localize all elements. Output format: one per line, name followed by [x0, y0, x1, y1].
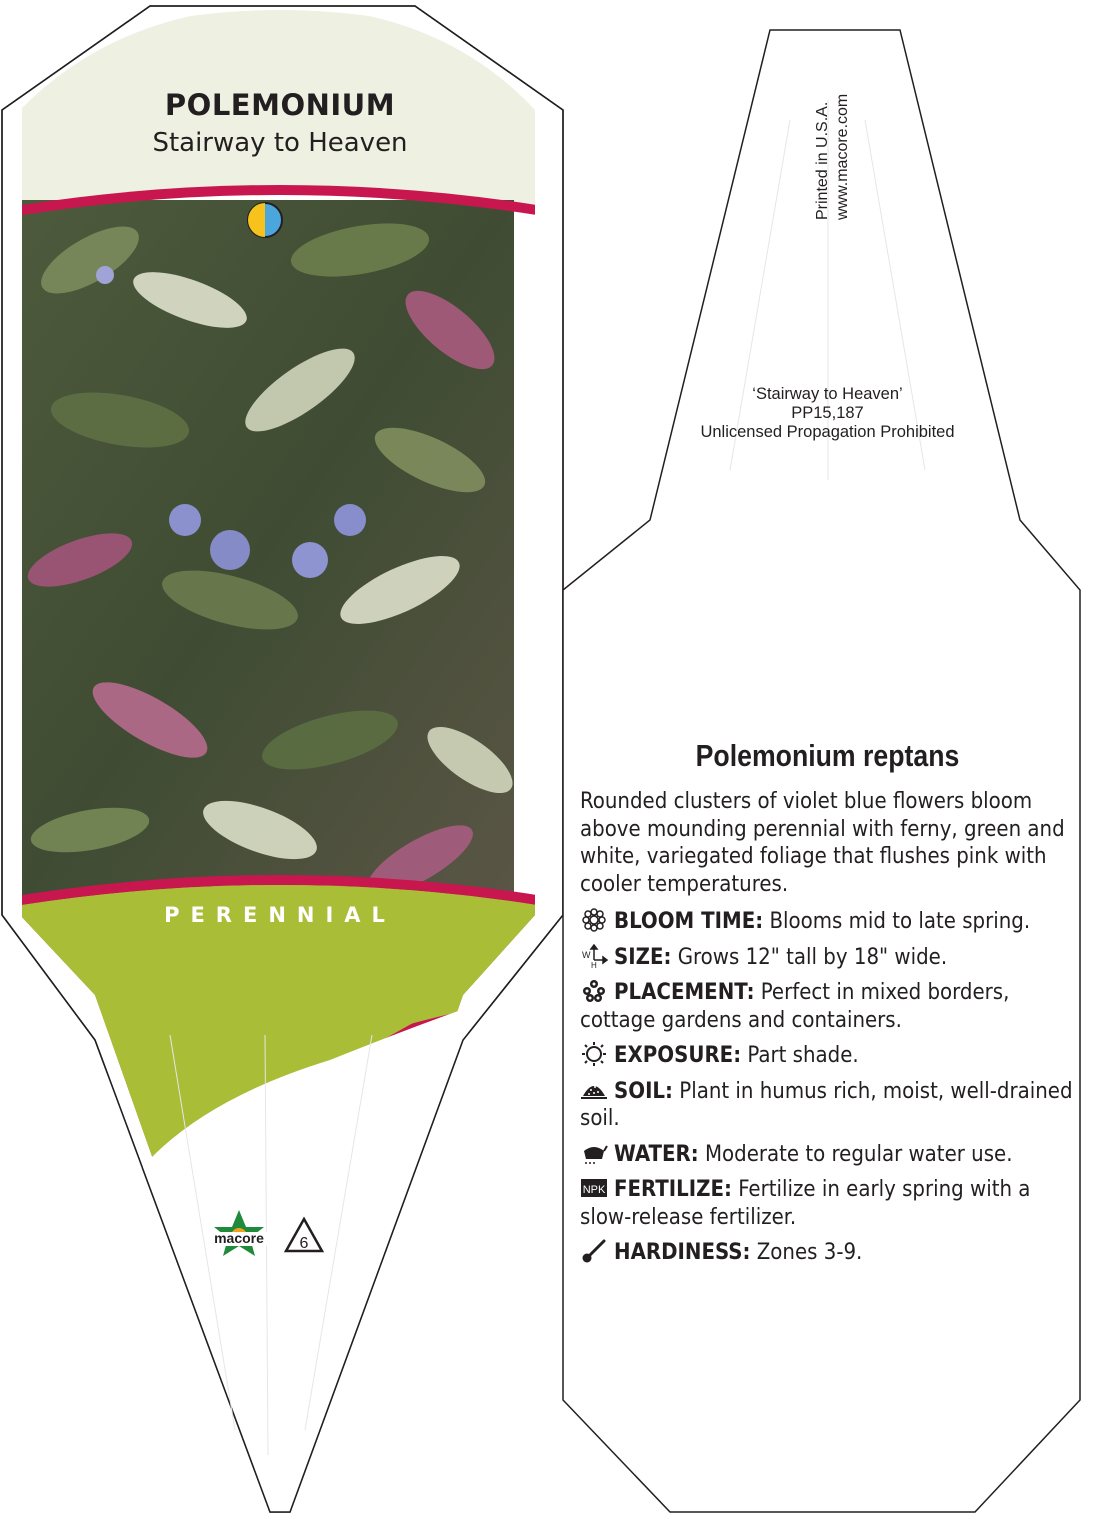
placement-flowers-icon: [580, 979, 608, 1003]
recycle-icon: [282, 1215, 326, 1259]
size-label: SIZE:: [614, 944, 672, 970]
macore-logo: [205, 1208, 273, 1272]
plant-details: [580, 788, 1080, 1275]
water-text: Moderate to regular water use.: [698, 1141, 1013, 1167]
hardiness-label: HARDINESS:: [614, 1240, 751, 1265]
patent-number: PP15,187: [791, 404, 864, 422]
recycle-code: 6: [299, 1235, 309, 1252]
plant-cultivar: Stairway to Heaven: [152, 128, 408, 158]
svg-text:W: W: [582, 949, 591, 960]
plant-description: [580, 788, 1080, 898]
svg-text:NPK: NPK: [582, 1184, 606, 1196]
watering-can-icon: [580, 1141, 608, 1165]
propagation-notice: Unlicensed Propagation Prohibited: [700, 423, 955, 441]
category-label: PERENNIAL: [164, 903, 396, 927]
plant-genus: POLEMONIUM: [164, 88, 396, 122]
patent-block: [640, 385, 1015, 442]
fertilize-label: FERTILIZE:: [614, 1177, 732, 1202]
soil-text: Plant in humus rich, moist, well-drained soil.: [580, 1078, 1073, 1131]
fertilize-text: Fertilize in early spring with a slow-release fertilizer.: [580, 1177, 1031, 1230]
detail-size: [580, 944, 1080, 972]
placement-text: Perfect in mixed borders, cottage gardens and containers.: [580, 980, 1010, 1033]
detail-placement: [580, 979, 1080, 1034]
printed-info: [813, 60, 853, 220]
detail-fertilize: [580, 1176, 1080, 1231]
bloom-time-text: Blooms mid to late spring.: [763, 909, 1031, 934]
trademark-name: ‘Stairway to Heaven’: [752, 385, 903, 403]
water-label: WATER:: [614, 1141, 699, 1167]
website: www.macore.com: [834, 93, 851, 220]
detail-water: [580, 1141, 1080, 1169]
detail-exposure: [580, 1042, 1080, 1070]
bloom-time-label: BLOOM TIME:: [614, 909, 764, 934]
description-text: Rounded clusters of violet blue flowers bloom above mounding perennial with ferny, green and white, variegated foliage that flushes pink with cooler temperatures.: [580, 789, 1065, 897]
part-shade-icon: [246, 201, 284, 239]
svg-text:H: H: [591, 960, 597, 968]
detail-bloom-time: [580, 908, 1080, 936]
botanical-name: Polemonium reptans: [695, 738, 960, 773]
size-text: Grows 12" tall by 18" wide.: [671, 944, 948, 970]
flower-icon: [580, 908, 608, 932]
hardiness-text: Zones 3-9.: [750, 1240, 863, 1265]
thermometer-icon: [580, 1239, 608, 1263]
detail-soil: [580, 1078, 1080, 1133]
placement-label: PLACEMENT:: [614, 980, 755, 1005]
detail-hardiness: [580, 1239, 1080, 1267]
sun-icon: [580, 1042, 608, 1066]
printed-in: Printed in U.S.A.: [814, 101, 831, 220]
exposure-text: Part shade.: [741, 1043, 859, 1068]
npk-icon: [580, 1176, 608, 1200]
brand-text: macore: [214, 1230, 264, 1246]
soil-icon: [580, 1078, 608, 1102]
size-arrows-icon: [580, 944, 608, 968]
soil-label: SOIL:: [614, 1078, 673, 1104]
exposure-label: EXPOSURE:: [614, 1043, 742, 1068]
